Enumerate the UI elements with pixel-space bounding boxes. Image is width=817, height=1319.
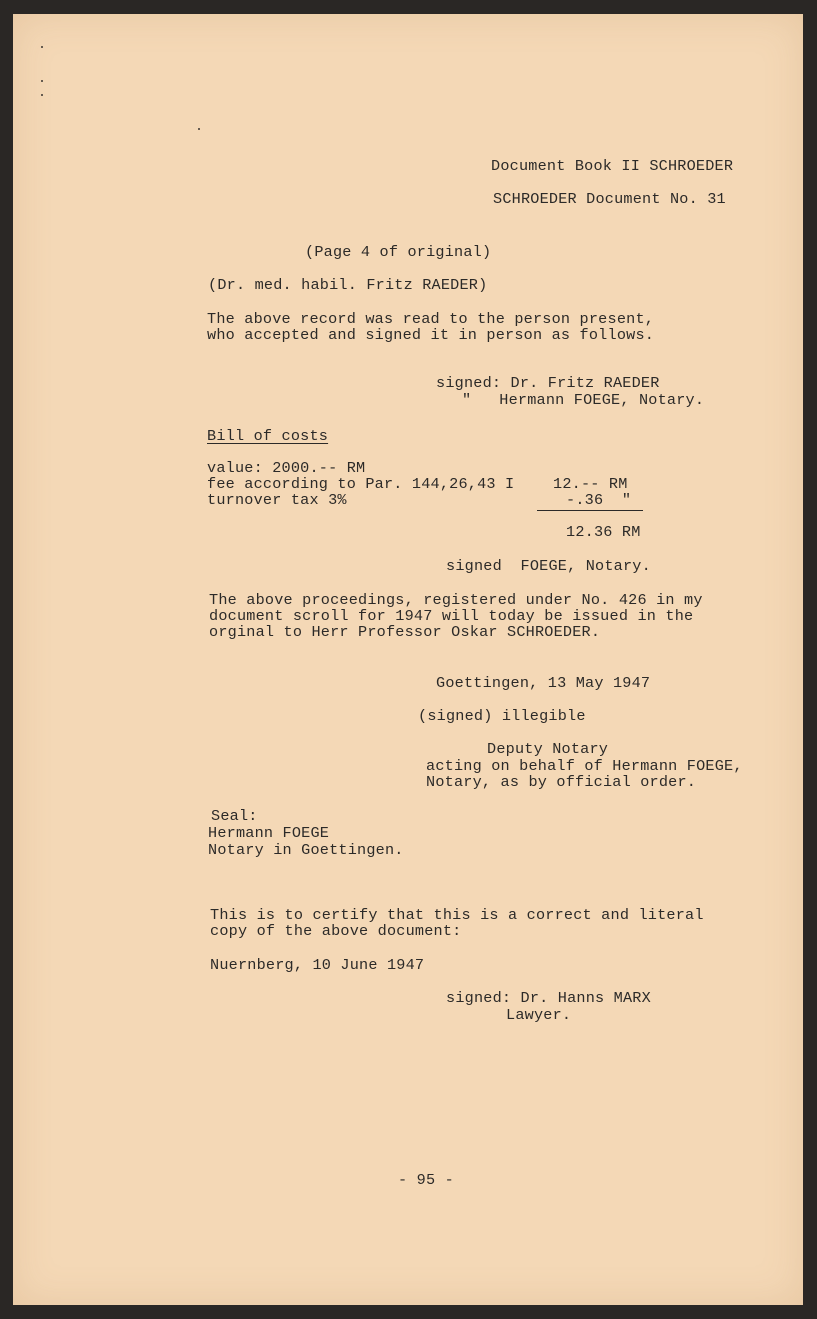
proceedings-text-line: document scroll for 1947 will today be issued in the	[209, 607, 694, 625]
deputy-line: acting on behalf of Hermann FOEGE,	[426, 757, 743, 775]
proceedings-text-line: The above proceedings, registered under No. 426 in my	[209, 591, 703, 609]
place-date: Goettingen, 13 May 1947	[436, 674, 651, 692]
seal-line: Notary in Goettingen.	[208, 841, 404, 859]
deputy-line: Deputy Notary	[487, 740, 609, 758]
page-reference: (Page 4 of original)	[305, 243, 492, 261]
signature-foege-notary: signed FOEGE, Notary.	[446, 557, 651, 575]
bill-tax-amount: -.36 "	[566, 491, 632, 509]
margin-mark	[198, 128, 200, 130]
record-text-line: The above record was read to the person present,	[207, 310, 655, 328]
margin-mark	[41, 94, 43, 96]
bill-total: 12.36 RM	[566, 523, 641, 541]
certify-text-line: copy of the above document:	[210, 922, 462, 940]
sum-line	[537, 510, 643, 511]
signature-marx: signed: Dr. Hanns MARX	[446, 989, 651, 1007]
record-text-line: who accepted and signed it in person as follows.	[207, 326, 655, 344]
document-number: SCHROEDER Document No. 31	[493, 190, 726, 208]
margin-mark	[41, 80, 43, 82]
bill-value: value: 2000.-- RM	[207, 459, 366, 477]
nuernberg-date: Nuernberg, 10 June 1947	[210, 956, 425, 974]
bill-fee-amount: 12.-- RM	[553, 475, 628, 493]
bill-heading: Bill of costs	[207, 427, 329, 445]
bill-fee-label: fee according to Par. 144,26,43 I	[207, 475, 515, 493]
deputy-line: Notary, as by official order.	[426, 773, 697, 791]
signed-illegible: (signed) illegible	[418, 707, 586, 725]
bill-tax-label: turnover tax 3%	[207, 491, 347, 509]
document-book-title: Document Book II SCHROEDER	[491, 157, 734, 175]
seal-line: Seal:	[211, 807, 258, 825]
margin-mark	[41, 46, 43, 48]
signature-raeder: signed: Dr. Fritz RAEDER	[436, 374, 660, 392]
person-name: (Dr. med. habil. Fritz RAEDER)	[208, 276, 488, 294]
signature-lawyer: Lawyer.	[506, 1006, 572, 1024]
page-number: - 95 -	[398, 1171, 454, 1189]
signature-foege: " Hermann FOEGE, Notary.	[462, 391, 705, 409]
proceedings-text-line: orginal to Herr Professor Oskar SCHROEDER.	[209, 623, 601, 641]
seal-line: Hermann FOEGE	[208, 824, 330, 842]
certify-text-line: This is to certify that this is a correct and literal	[210, 906, 704, 924]
